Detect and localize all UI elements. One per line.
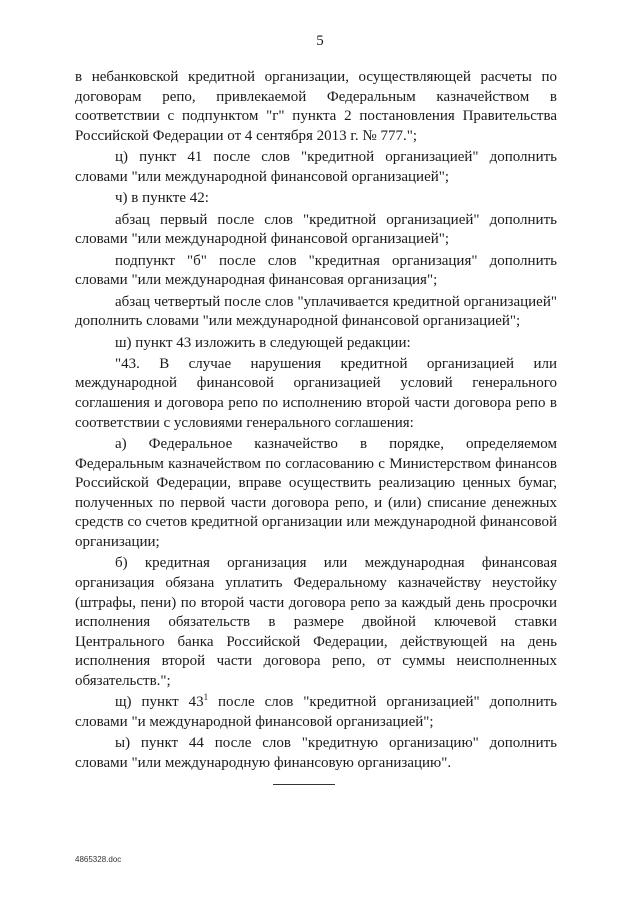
paragraph: абзац четвертый после слов "уплачивается кредитной организацией" дополнить словами "или международной финансовой организацией"; xyxy=(75,293,557,330)
paragraph: "43. В случае нарушения кредитной организацией или международной финансовой организацией условий генерального соглашения и договора репо по исполнению второй части договора репо в соответствии с условиями генерального соглашения: xyxy=(75,355,557,431)
file-name-footer: 4865328.doc xyxy=(75,855,122,864)
paragraph: ч) в пункте 42: xyxy=(115,190,209,207)
paragraph: подпункт "б" после слов "кредитная организация" дополнить словами "или международная финансовая организация"; xyxy=(75,252,557,289)
paragraph: а) Федеральное казначейство в порядке, определяемом Федеральным казначейством по согласованию с Министерством финансов Российской Федерации, вправе осуществить реализацию ценных бумаг, полученных по первой части договора репо, и (или) списание денежных средств со счетов кредитной организации или международной финансовой организации; xyxy=(75,436,557,551)
paragraph: в небанковской кредитной организации, осуществляющей расчеты по договорам репо, привлекаемой Федеральным казначейством в соответствии с подпунктом "г" пункта 2 постановления Правительства Российской Федерации от 4 сентября 2013 г. № 777."; xyxy=(75,69,557,144)
paragraph-with-superscript xyxy=(75,693,557,732)
end-of-text-rule xyxy=(273,784,335,785)
paragraph: ц) пункт 41 после слов "кредитной организацией" дополнить словами "или международной финансовой организацией"; xyxy=(75,149,557,185)
paragraph: б) кредитная организация или международная финансовая организация обязана уплатить Федеральному казначейству неустойку (штрафы, пени) по второй части договора репо за каждый день просрочки исполнения обязательств в размере двойной ключевой ставки Центрального банка Российской Федерации, действующей на день исполнения второй части договора репо, от суммы неисполненных обязательств."; xyxy=(75,555,557,689)
paragraph-text-before: щ) пункт 43 xyxy=(115,694,204,711)
document-body xyxy=(75,68,557,775)
paragraph: абзац первый после слов "кредитной организацией" дополнить словами "или международной финансовой организацией"; xyxy=(75,211,557,248)
paragraph: ш) пункт 43 изложить в следующей редакции: xyxy=(115,334,411,351)
paragraph-text-after: после слов "кредитной организацией" дополнить словами "и международной финансовой организацией"; xyxy=(75,694,557,730)
page-number: 5 xyxy=(316,33,324,49)
paragraph: ы) пункт 44 после слов "кредитную организацию" дополнить словами "или международную финансовую организацию". xyxy=(75,735,557,771)
superscript-number: 1 xyxy=(203,692,209,703)
